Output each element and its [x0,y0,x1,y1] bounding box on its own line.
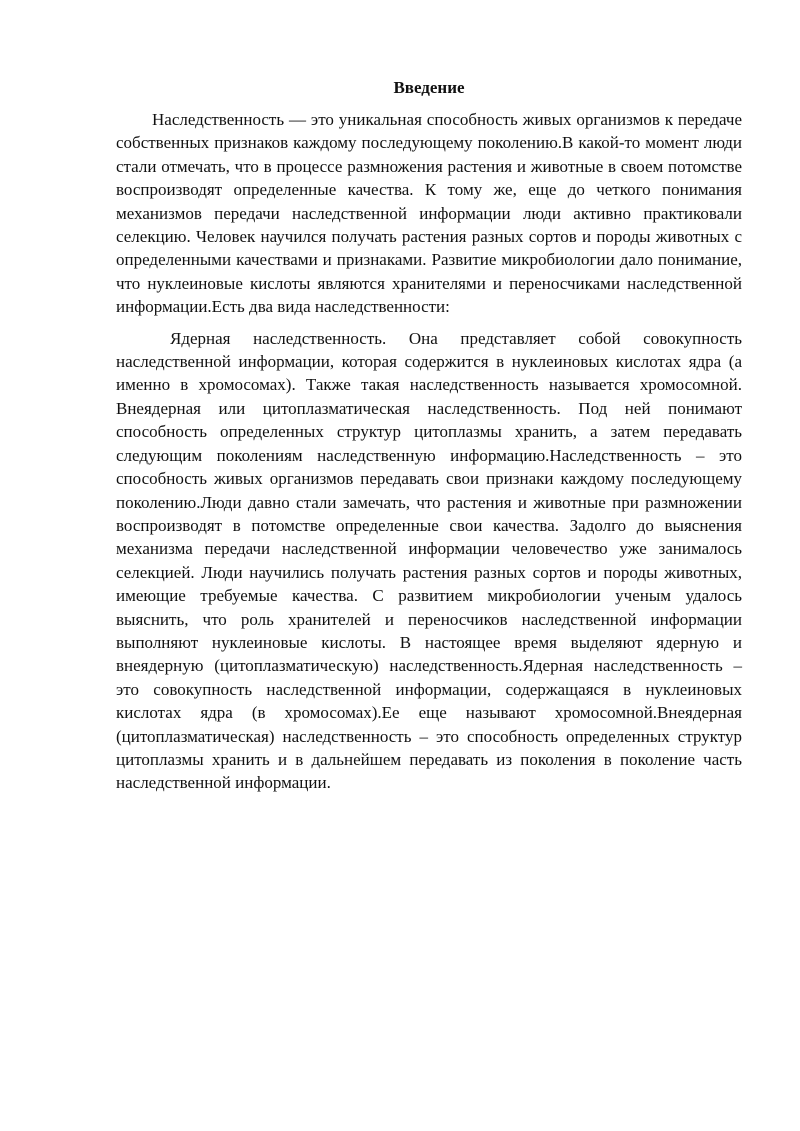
paragraph-2: Ядерная наследственность. Она представляет собой совокупность наследственной информации, которая содержится в нуклеиновых кислотах ядра (а именно в хромосомах). Также такая наследственность называется хромосомной. Внеядерная или цитоплазматическая наследственность. Под ней понимают способность определенных структур цитоплазмы хранить, а затем передавать следующим поколениям наследственную информацию.Наследственность – это способность живых организмов передавать свои признаки каждому последующему поколению.Люди давно стали замечать, что растения и животные при размножении воспроизводят в потомстве определенные свои качества. Задолго до выяснения механизма передачи наследственной информации человечество уже занималось селекцией. Люди научились получать растения разных сортов и породы животных, имеющие требуемые качества. С развитием микробиологии ученым удалось выяснить, что роль хранителей и переносчиков наследственной информации выполняют нуклеиновые кислоты. В настоящее время выделяют ядерную и внеядерную (цитоплазматическую) наследственность.Ядерная наследственность – это совокупность наследственной информации, содержащаяся в нуклеиновых кислотах ядра (в хромосомах).Ее еще называют хромосомной.Внеядерная (цитоплазматическая) наследственность – это способность определенных структур цитоплазмы хранить и в дальнейшем передавать из поколения в поколение часть наследственной информации. [116,328,742,793]
document-page [116,76,742,795]
paragraph-1: Наследственность — это уникальная способность живых организмов к передаче собственных признаков каждому последующему поколению.В какой-то момент люди стали отмечать, что в процессе размножения растения и животные в своем потомстве воспроизводят определенные качества. К тому же, еще до четкого понимания механизмов передачи наследственной информации люди активно практиковали селекцию. Человек научился получать растения разных сортов и породы животных с определенными качествами и признаками. Развитие микробиологии дало понимание, что нуклеиновые кислоты являются хранителями и переносчиками наследственной информации.Есть два вида наследственности: [116,110,742,317]
document-title: Введение [393,78,465,97]
